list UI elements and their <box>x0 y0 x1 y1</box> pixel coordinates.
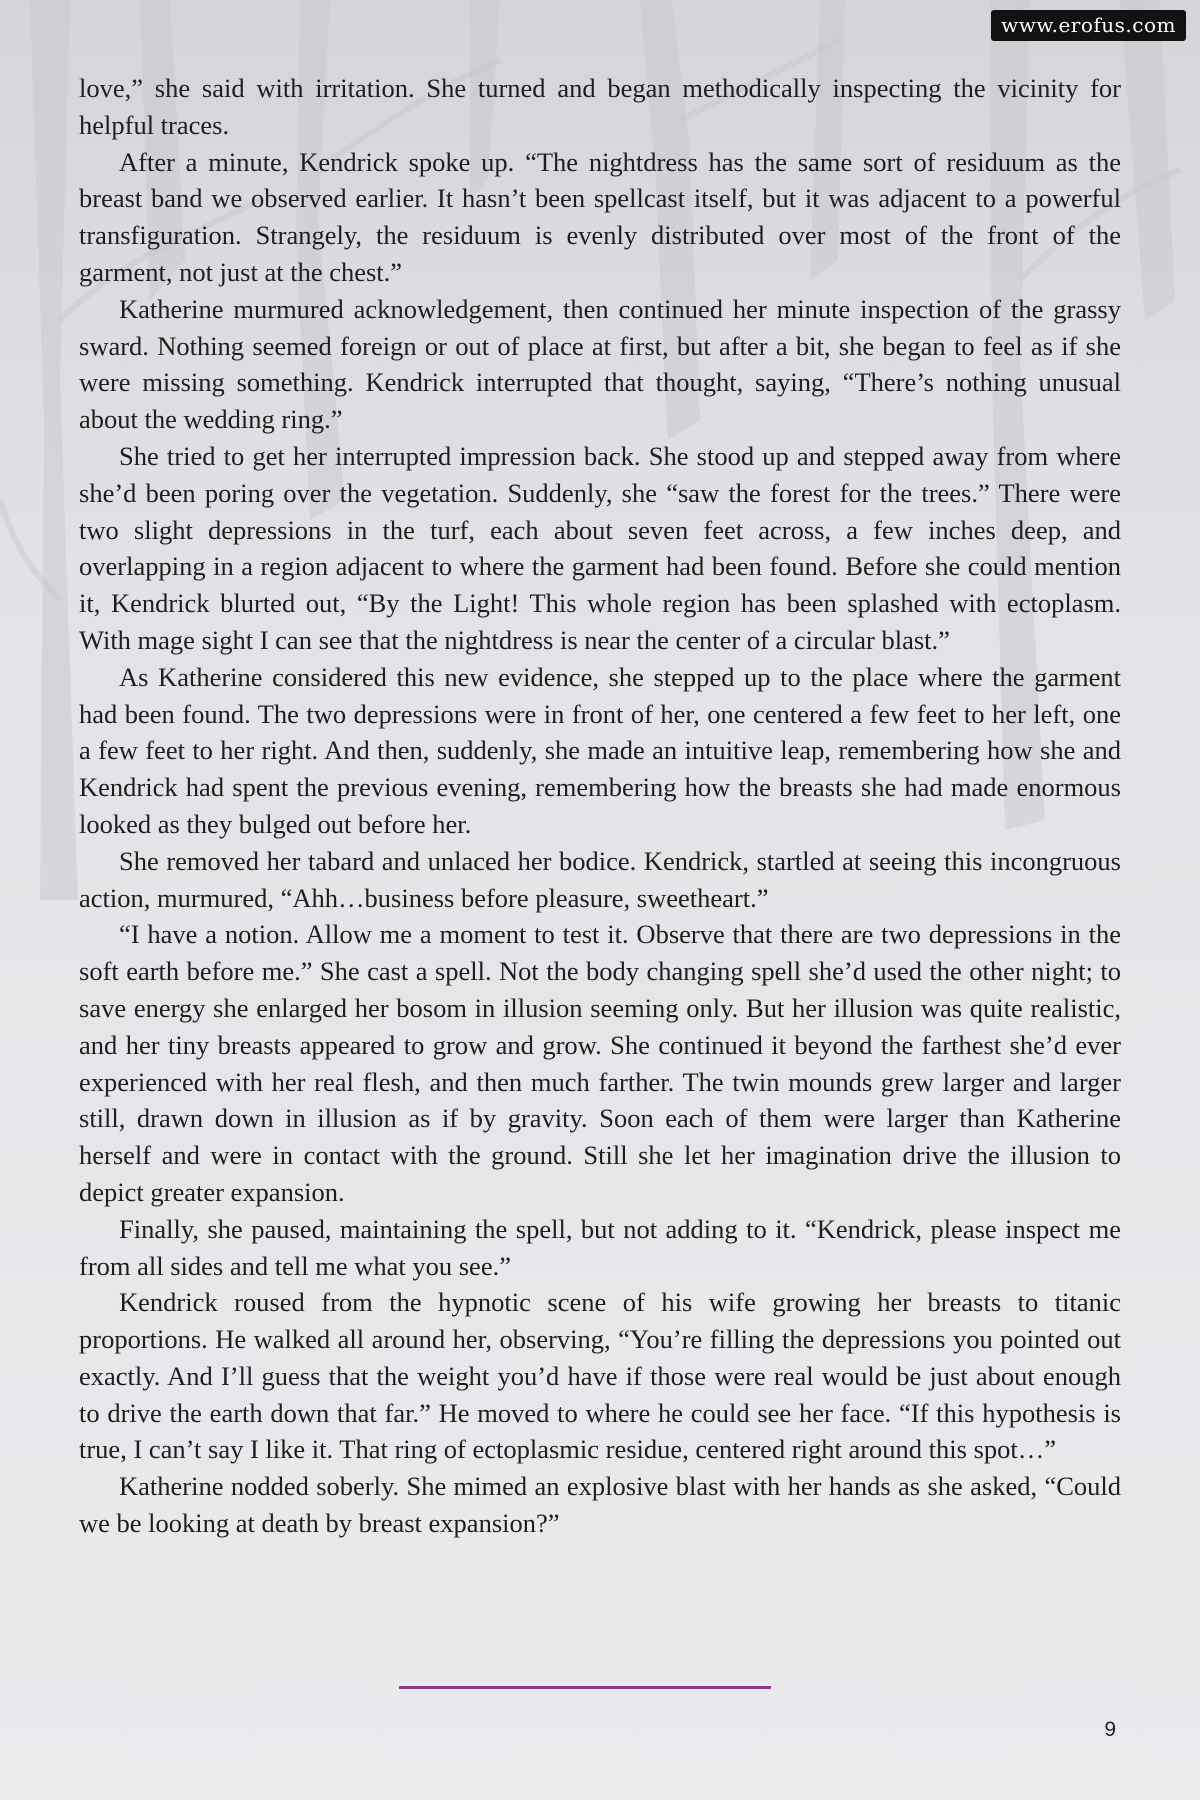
paragraph: Katherine murmured acknowledgement, then continued her minute inspection of the grassy sward. Nothing seemed foreign or out of place at first, but after a bit, she began to feel as if she were missing something. Kendrick interrupted that thought, saying, “There’s nothing unusual about the wedding ring.” <box>79 293 1121 435</box>
paragraph: She tried to get her interrupted impression back. She stood up and stepped away from where she’d been poring over the vegetation. Suddenly, she “saw the forest for the trees.” There were two slight depressions in the turf, each about seven feet across, a few inches deep, and overlapping in a region adjacent to where the garment had been found. Before she could mention it, Kendrick blurted out, “By the Light! This whole region has been splashed with ectoplasm. With mage sight I can see that the nightdress is near the center of a circular blast.” <box>79 440 1121 655</box>
site-watermark: www.erofus.com <box>991 10 1186 41</box>
paragraph: After a minute, Kendrick spoke up. “The nightdress has the same sort of residuum as the breast band we observed earlier. It hasn’t been spellcast itself, but it was adjacent to a powerful transfiguration. Strangely, the residuum is evenly distributed over most of the front of the garment, not just at the chest.” <box>79 146 1121 287</box>
page-number: 9 <box>1104 1718 1116 1741</box>
paragraph: She removed her tabard and unlaced her bodice. Kendrick, startled at seeing this incongruous action, murmured, “Ahh…business before pleasure, sweetheart.” <box>79 845 1121 913</box>
paragraph: love,” she said with irritation. She turned and began methodically inspecting the vicinity for helpful traces. <box>79 73 1121 140</box>
paragraph: Kendrick roused from the hypnotic scene of his wife growing her breasts to titanic proportions. He walked all around her, observing, “You’re filling the depressions you pointed out exactly. And I’ll guess that the weight you’d have if those were real would be just about enough to drive the earth down that far.” He moved to where he could see her face. “If this hypothesis is true, I can’t say I like it. That ring of ectoplasmic residue, centered right around this spot…” <box>79 1287 1121 1465</box>
paragraph: Katherine nodded soberly. She mimed an explosive blast with her hands as she asked, “Could we be looking at death by breast expansion?” <box>79 1471 1121 1539</box>
paragraph: Finally, she paused, maintaining the spell, but not adding to it. “Kendrick, please inspect me from all sides and tell me what you see.” <box>79 1213 1121 1281</box>
story-text <box>79 70 1121 1542</box>
section-divider <box>399 1686 771 1689</box>
paragraph: As Katherine considered this new evidence, she stepped up to the place where the garment had been found. The two depressions were in front of her, one centered a few feet to her left, one a few feet to her right. And then, suddenly, she made an intuitive leap, remembering how she and Kendrick had spent the previous evening, remembering how the breasts she had made enormous looked as they bulged out before her. <box>79 661 1121 839</box>
paragraph: “I have a notion. Allow me a moment to test it. Observe that there are two depressions in the soft earth before me.” She cast a spell. Not the body changing spell she’d used the other night; to save energy she enlarged her bosom in illusion seeming only. But her illusion was quite realistic, and her tiny breasts appeared to grow and grow. She continued it beyond the farthest she’d ever experienced with her real flesh, and then much farther. The twin mounds grew larger and larger still, drawn down in illusion as if by gravity. Soon each of them were larger than Katherine herself and were in contact with the ground. Still she let her imagination drive the illusion to depict greater expansion. <box>79 919 1121 1207</box>
